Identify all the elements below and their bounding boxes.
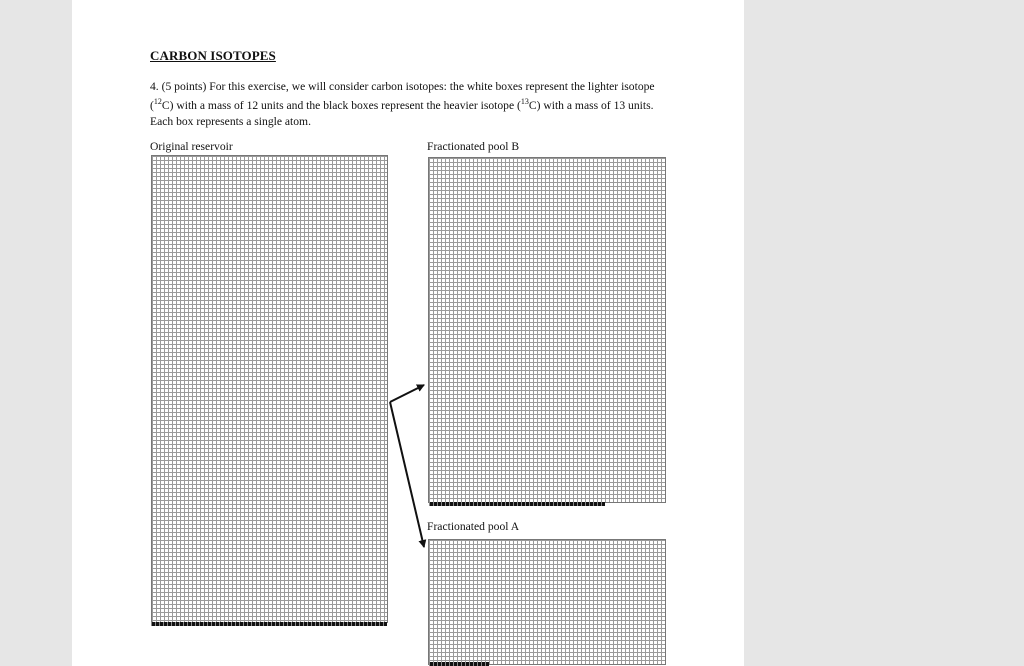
reservoir-label: Original reservoir — [150, 140, 233, 153]
question-points: (5 points) — [161, 80, 207, 93]
question-text-part-1: For this exercise, we will consider carbon isotopes: the white boxes represent the lighter isotope ( — [150, 80, 655, 113]
arrow-to-pool-b — [390, 385, 424, 402]
arrow-to-pool-a — [390, 402, 424, 547]
section-heading: CARBON ISOTOPES — [150, 48, 276, 63]
pool-a-label: Fractionated pool A — [427, 520, 520, 533]
pool-b-label: Fractionated pool B — [427, 140, 520, 153]
document-page — [72, 0, 744, 666]
fractionation-arrows — [72, 0, 744, 666]
question-text-part-2: C) with a mass of 12 units and the black boxes represent the heavier isotope ( — [161, 99, 521, 113]
question-number: 4. — [150, 80, 159, 93]
isotope-light-superscript: 12 — [153, 97, 162, 107]
isotope-heavy-superscript: 13 — [520, 97, 529, 107]
question-text-part-3: C) with a mass of 13 units. Each box represents a single atom. — [150, 99, 654, 128]
